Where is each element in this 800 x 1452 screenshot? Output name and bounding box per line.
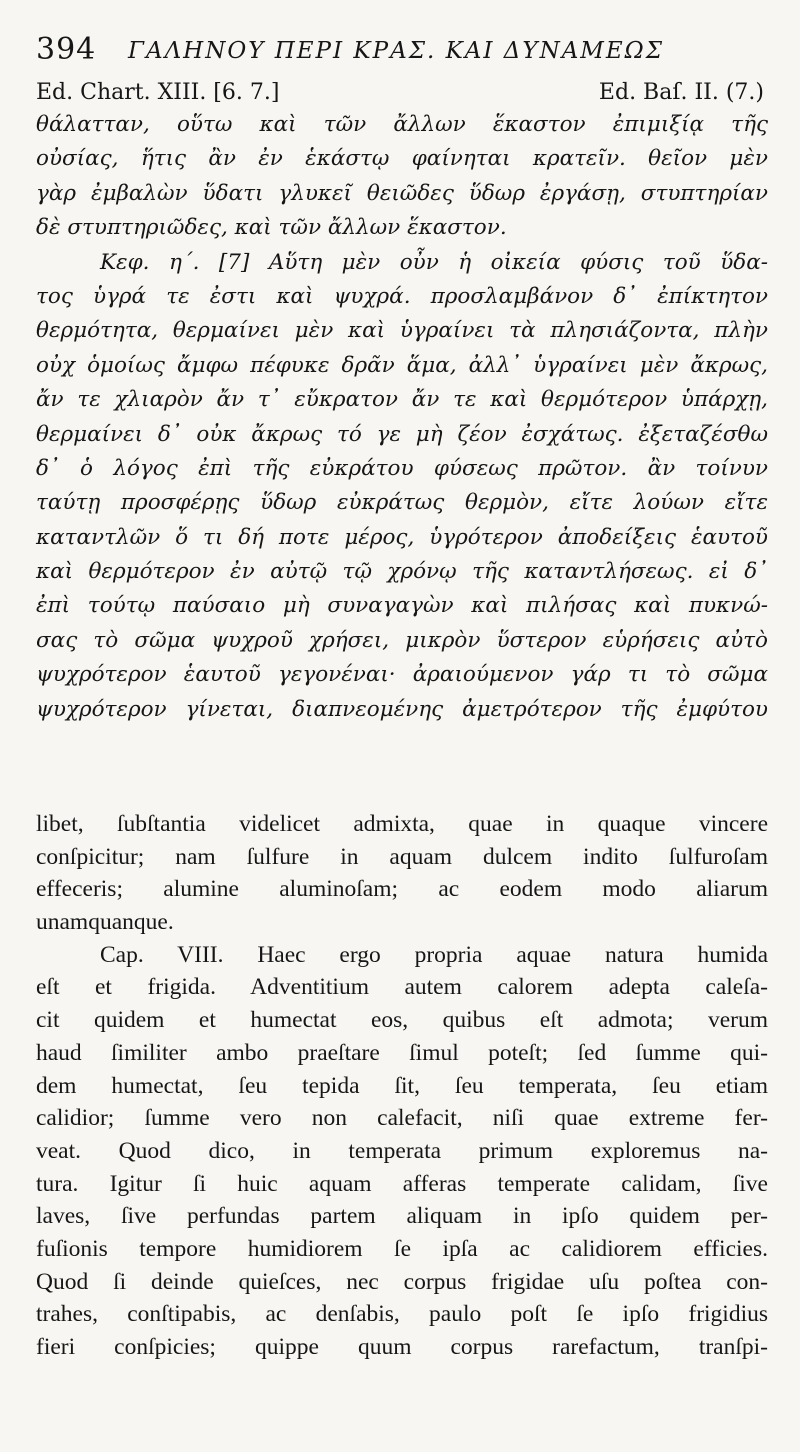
greek-line: οὐχ ὁμοίως ἄμφω πέφυκε δρᾶν ἅμα, ἀλλ᾽ ὑγραίνει μὲν ἄκρως,	[36, 352, 768, 378]
greek-line: οὐσίας, ἥτις ἂν ἐν ἑκάστῳ φαίνηται κρατεῖν. θεῖον μὲν	[36, 146, 768, 172]
latin-line: Quod ſi deinde quieſces, nec corpus frigidae uſu poſtea con-	[36, 1268, 768, 1295]
latin-line: haud ſimiliter ambo praeſtare ſimul poteſt; ſed ſumme qui-	[36, 1039, 768, 1066]
latin-line: veat. Quod dico, in temperata primum exploremus na-	[36, 1137, 768, 1164]
latin-line: laves, ſive perfundas partem aliquam in ipſo quidem per-	[36, 1203, 768, 1230]
edition-reference-chart: Ed. Chart. XIII. [6. 7.]	[36, 80, 280, 105]
greek-line: θερμότητα, θερμαίνει μὲν καὶ ὑγραίνει τὰ πλησιάζοντα, πλὴν	[36, 318, 768, 344]
greek-line: θάλατταν, οὕτω καὶ τῶν ἄλλων ἕκαστον ἐπιμιξίᾳ τῆς	[36, 112, 768, 137]
page-header	[36, 30, 776, 70]
latin-line: calidior; ſumme vero non calefacit, niſi quae extreme fer-	[36, 1105, 768, 1132]
running-title: ΓΑΛΗΝΟΥ ΠΕΡΙ ΚΡΑΣ. ΚΑΙ ΔΥΝΑΜΕΩΣ	[128, 38, 664, 64]
greek-line: τος ὑγρά τε ἐστι καὶ ψυχρά. προσλαμβάνον δ᾽ ἐπίκτητον	[36, 283, 768, 309]
greek-chapter-line: Κεφ. η΄. [7] Αὕτη μὲν οὖν ἡ οἰκεία φύσις τοῦ ὕδα-	[100, 249, 768, 275]
latin-line: fuſionis tempore humidiorem ſe ipſa ac calidiorem efficies.	[36, 1235, 768, 1262]
greek-line: σας τὸ σῶμα ψυχροῦ χρήσει, μικρὸν ὕστερον εὑρήσεις αὐτὸ	[36, 627, 768, 653]
greek-line: ψυχρότερον γίνεται, διαπνεομένης ἀμετρότερον τῆς ἐμφύτου	[36, 696, 768, 722]
latin-line: cit quidem et humectat eos, quibus eſt admota; verum	[36, 1007, 768, 1034]
greek-line: δ᾽ ὁ λόγος ἐπὶ τῆς εὐκράτου φύσεως πρῶτον. ἂν τοίνυν	[36, 455, 768, 481]
latin-line: eſt et frigida. Adventitium autem calorem adepta caleſa-	[36, 974, 768, 1001]
latin-line: fieri conſpicies; quippe quum corpus rarefactum, tranſpi-	[36, 1334, 768, 1360]
page-number: 394	[36, 32, 97, 67]
latin-line: unamquanque.	[36, 909, 174, 936]
greek-line: ἐπὶ τούτῳ παύσαιο μὴ συναγαγὼν καὶ πιλήσας καὶ πυκνώ-	[36, 593, 768, 619]
greek-line: καταντλῶν ὅ τι δή ποτε μέρος, ὑγρότερον ἀποδείξεις ἑαυτοῦ	[36, 524, 768, 550]
greek-line: ἄν τε χλιαρὸν ἄν τ᾽ εὔκρατον ἄν τε καὶ θερμότερον ὑπάρχῃ,	[36, 387, 768, 413]
latin-line: libet, ſubſtantia videlicet admixta, quae in quaque vincere	[36, 811, 768, 837]
latin-text-block	[36, 808, 768, 1364]
latin-line: conſpicitur; nam ſulfure in aquam dulcem indito ſulfuroſam	[36, 843, 768, 870]
greek-line: γὰρ ἐμβαλὼν ὕδατι γλυκεῖ θειῶδες ὕδωρ ἐργάσῃ, στυπτηρίαν	[36, 180, 768, 206]
greek-text-block	[36, 108, 768, 727]
greek-line: ταύτῃ προσφέρῃς ὕδωρ εὐκράτως θερμὸν, εἴτε λούων εἴτε	[36, 490, 768, 516]
latin-line: effeceris; alumine aluminoſam; ac eodem modo aliarum	[36, 876, 768, 903]
greek-line: καὶ θερμότερον ἐν αὐτῷ τῷ χρόνῳ τῆς καταντλήσεως. εἰ δ᾽	[36, 559, 768, 585]
edition-reference-basel: Ed. Baſ. II. (7.)	[598, 80, 764, 105]
greek-line: θερμαίνει δ᾽ οὐκ ἄκρως τό γε μὴ ζέον ἐσχάτως. ἐξεταζέσθω	[36, 421, 768, 447]
latin-chapter-line: Cap. VIII. Haec ergo propria aquae natura humida	[100, 941, 768, 968]
latin-line: tura. Igitur ſi huic aquam afferas temperate calidam, ſive	[36, 1170, 768, 1197]
greek-line: ψυχρότερον ἑαυτοῦ γεγονέναι· ἀραιούμενον γάρ τι τὸ σῶμα	[36, 662, 768, 688]
latin-line: dem humectat, ſeu tepida ſit, ſeu temperata, ſeu etiam	[36, 1072, 768, 1099]
latin-line: trahes, conſtipabis, ac denſabis, paulo poſt ſe ipſo frigidius	[36, 1301, 768, 1328]
greek-line: δὲ στυπτηριῶδες, καὶ τῶν ἄλλων ἕκαστον.	[36, 215, 507, 241]
